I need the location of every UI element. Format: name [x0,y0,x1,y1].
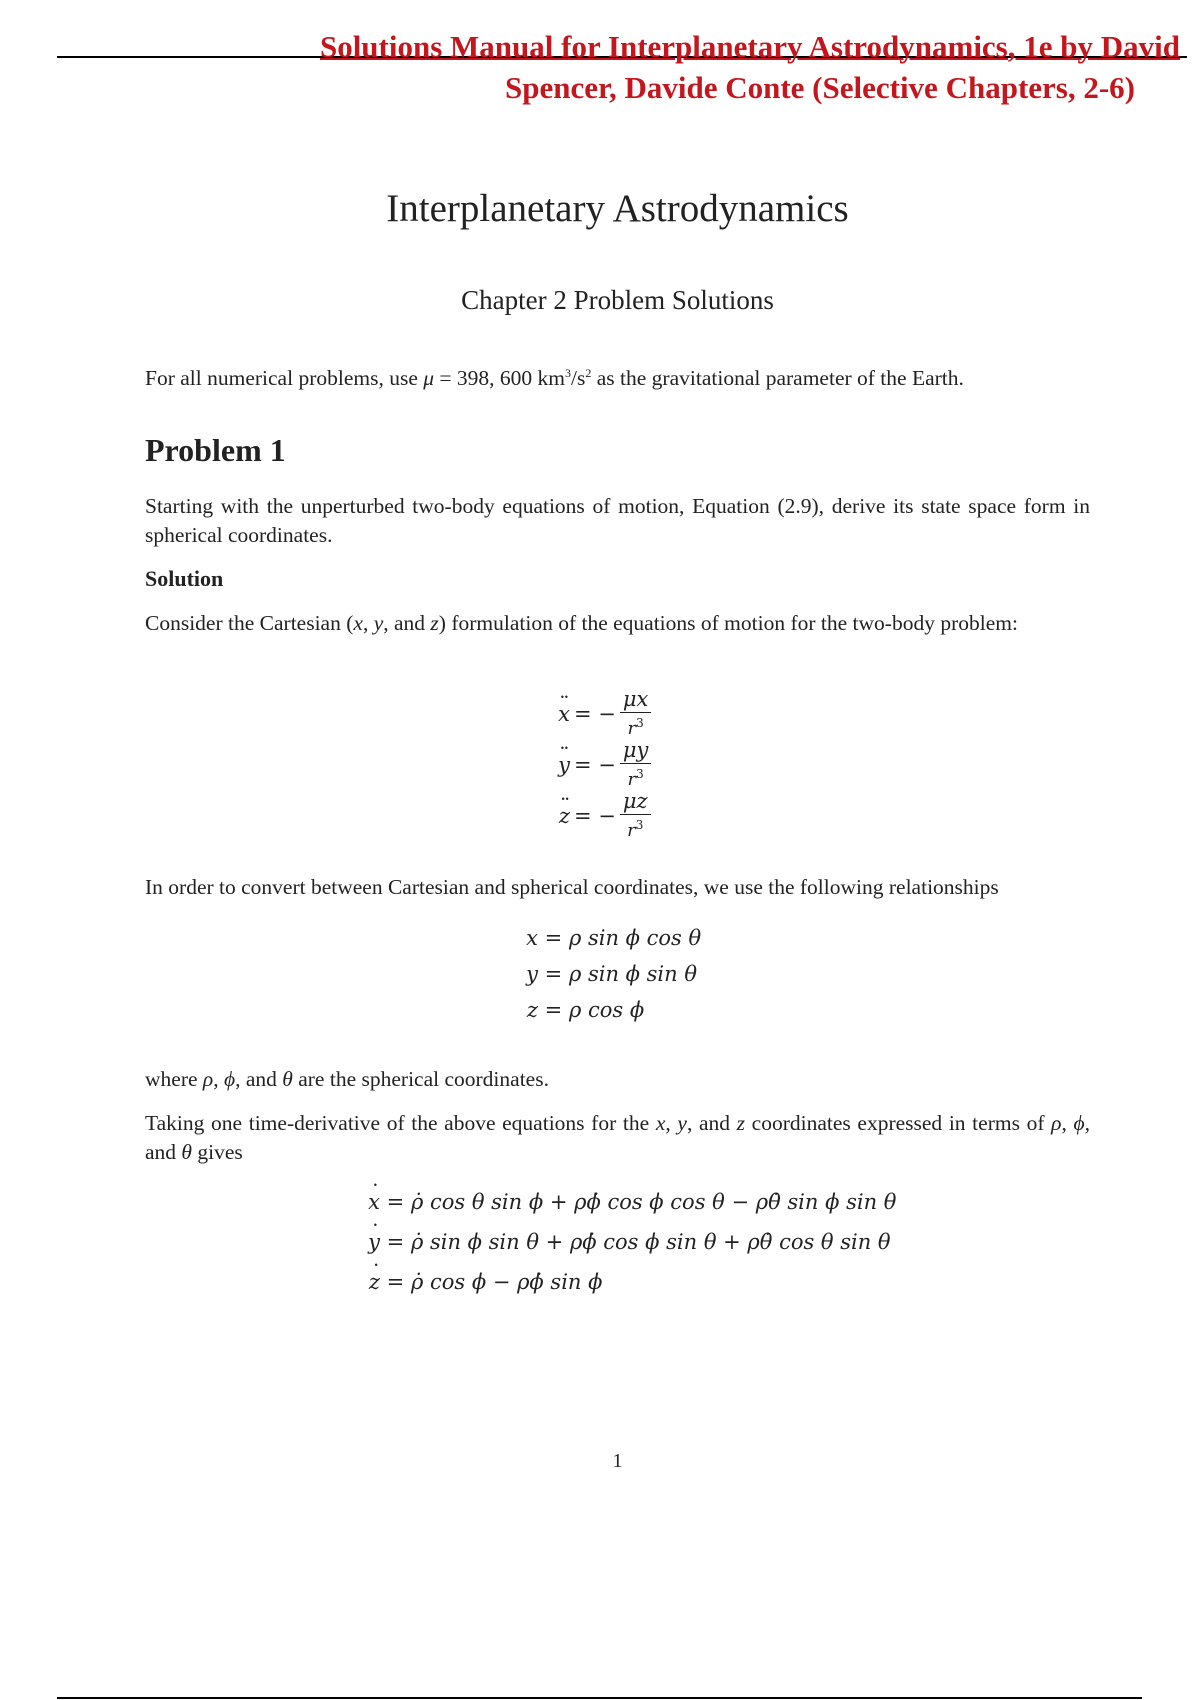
para4-sep1: , [665,1111,678,1135]
var-x: x [655,1111,666,1135]
den-exp: 3 [636,767,644,781]
para4-text-b: coordinates expressed in terms of [745,1111,1052,1135]
bottom-rule [57,1697,1142,1699]
para1-sep2: , and [383,611,431,635]
eq-sign: = − [574,701,616,726]
eq-sign: = [538,962,569,986]
solutions-manual-banner[interactable] [170,26,1180,108]
denominator [628,713,644,739]
z-dot: z ˙ [369,1270,380,1294]
den-r: r [627,769,637,790]
numerator: μz [620,790,651,815]
equation-x-position [508,926,701,950]
para3-sep2: , and [235,1067,283,1091]
rhs-z-velocity: ρ̇ cos ϕ − ρϕ̇ sin ϕ [410,1270,603,1294]
numerator: μx [620,688,652,713]
denominator [627,815,643,841]
var-z: z [430,611,439,635]
intro-lead: For all numerical problems, use [145,366,424,391]
page-number: 1 [612,1450,623,1472]
banner-line-1: Solutions Manual for Interplanetary Astrodynamics, 1e by David [319,29,1180,64]
equation-x-velocity [350,1190,896,1214]
eq-sign: = [380,1230,411,1254]
var-theta: θ [282,1067,293,1091]
solution-paragraph-2: In order to convert between Cartesian and spherical coordinates, we use the following relationships [145,875,999,899]
para4-sep4: , and [145,1111,1091,1164]
mu-symbol: μ [423,366,435,391]
solution-paragraph-1 [145,609,1090,638]
eq-sign: = [538,926,569,950]
s-exponent: 2 [585,366,592,380]
x-ddot: x ¨ [558,702,570,726]
document-title: Interplanetary Astrodynamics [386,187,849,230]
var-z: z [736,1111,746,1135]
lhs-x: x [526,926,538,950]
intro-value: = 398, 600 km [434,366,566,391]
intro-tail: as the gravitational parameter of the Earth. [591,366,964,391]
equation-y-velocity [350,1230,891,1254]
banner-line-2: Spencer, Davide Conte (Selective Chapters, 2-6) [505,70,1135,105]
para1-text-b: ) formulation of the equations of motion for the two-body problem: [438,611,1018,635]
numerator: μy [620,739,652,764]
var-rho: ρ [202,1067,214,1091]
den-exp: 3 [636,716,644,730]
para1-text-a: Consider the Cartesian ( [145,611,354,635]
equation-z-velocity [350,1270,602,1294]
para4-text-c: gives [191,1140,243,1164]
rhs-x: ρ sin ϕ cos θ [568,926,702,950]
para3-sep1: , [213,1067,224,1091]
eq-sign: = − [574,752,616,777]
para3-text-b: are the spherical coordinates. [292,1067,549,1091]
para4-sep2: , and [686,1111,737,1135]
den-exp: 3 [635,818,644,832]
para3-text-a: where [145,1067,203,1091]
equation-x-accel [530,688,651,739]
solution-heading: Solution [145,566,224,591]
y-ddot: y ¨ [558,753,570,777]
para4-sep3: , [1061,1111,1074,1135]
lhs-z: z [526,998,538,1022]
fraction [620,688,652,739]
eq-sign: = − [574,803,616,828]
solution-paragraph-3 [145,1065,1090,1094]
var-rho: ρ [1051,1111,1062,1135]
para4-text-a: Taking one time-derivative of the above equations for the [145,1111,656,1135]
x-dot: x ˙ [368,1190,380,1214]
lhs-y: y [526,962,538,986]
denominator [628,764,644,790]
eq-sign: = [380,1190,411,1214]
var-phi: ϕ [223,1067,236,1091]
var-phi: ϕ [1073,1111,1085,1135]
z-ddot: z ¨ [559,804,570,828]
var-theta: θ [181,1140,192,1164]
km-exponent: 3 [565,366,572,380]
chapter-title: Chapter 2 Problem Solutions [461,285,774,315]
unit-separator: /s [571,366,586,391]
eq-sign: = [380,1270,411,1294]
eq-sign: = [538,998,569,1022]
para1-sep1: , [362,611,374,635]
equation-y-accel [530,739,651,790]
fraction [620,790,651,841]
problem-1-heading: Problem 1 [145,432,286,468]
problem-1-statement: Starting with the unperturbed two-body equations of motion, Equation (2.9), derive its state space form in spherical coordinates. [145,494,1090,547]
var-x: x [353,611,363,635]
rhs-x-velocity: ρ̇ cos θ sin ϕ + ρϕ̇ cos ϕ cos θ − ρθ̇ sin ϕ sin θ [410,1190,897,1214]
rhs-y: ρ sin ϕ sin θ [568,962,697,986]
var-y: y [677,1111,687,1135]
den-r: r [627,820,636,841]
equation-z-position [508,998,644,1022]
intro-paragraph [145,359,1145,393]
solution-paragraph-4 [145,1109,1090,1167]
fraction [620,739,652,790]
rhs-z: ρ cos ϕ [568,998,645,1022]
den-r: r [627,718,637,739]
rhs-y-velocity: ρ̇ sin ϕ sin θ + ρϕ̇ cos ϕ sin θ + ρθ̇ cos θ sin θ [410,1230,891,1254]
equation-y-position [508,962,697,986]
y-dot: y ˙ [368,1230,380,1254]
var-y: y [373,611,384,635]
equation-z-accel [530,790,651,841]
